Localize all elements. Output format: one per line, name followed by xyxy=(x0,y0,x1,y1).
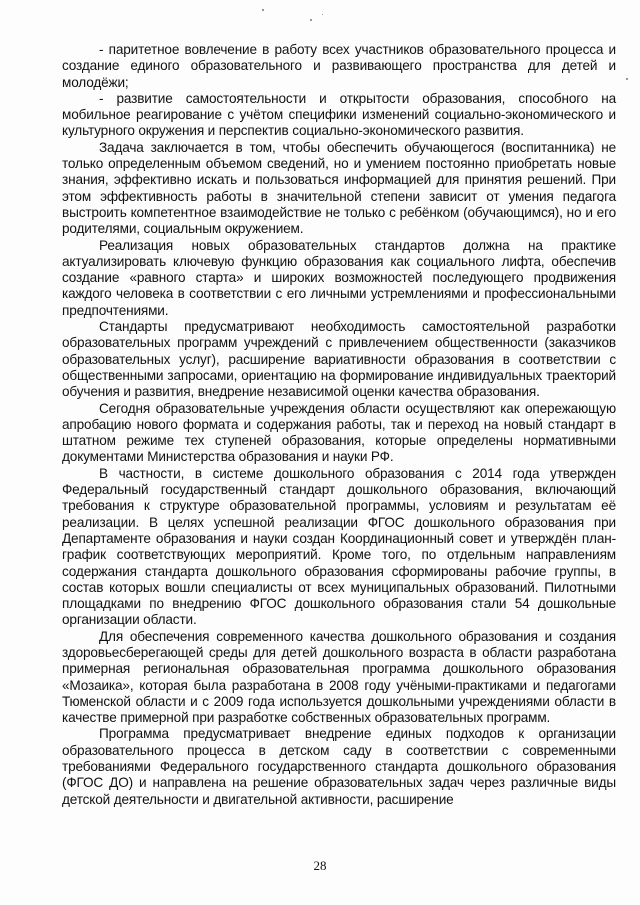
scan-speck xyxy=(310,19,312,21)
scan-speck xyxy=(322,14,323,15)
paragraph: Сегодня образовательные учреждения области осуществляют как опережающую апробацию нового формата и содержания работы, так и переход на новый стандарт в штатном режиме тех ступеней образования, которые определены нормативными документами Министерства образования и науки РФ. xyxy=(62,400,616,465)
scan-speck xyxy=(626,78,628,80)
paragraph: Стандарты предусматривают необходимость самостоятельной разработки образовательных программ учреждений с привлечением общественности (заказчиков образовательных услуг), расширение вариативности образования в соответствии с общественными запросами, ориентацию на формирование индивидуальных траекторий обучения и развития, внедрение независимой оценки качества образования. xyxy=(62,319,616,400)
paragraph: Для обеспечения современного качества дошкольного образования и создания здоровьесберегающей среды для детей дошкольного возраста в области разработана примерная региональная образовательная программа дошкольного образования «Мозаика», которая была разработана в 2008 году учёными-практиками и педагогами Тюменской области и с 2009 года используется дошкольными учреждениями области в качестве примерной при разработке собственных образовательных программ. xyxy=(62,628,616,726)
page-number: 28 xyxy=(313,858,327,873)
paragraph: - развитие самостоятельности и открытости образования, способного на мобильное реагирование с учётом специфики изменений социально-экономического и культурного окружения и перспектив социально-экономического развития. xyxy=(62,90,616,139)
paragraph: Задача заключается в том, чтобы обеспечить обучающегося (воспитанника) не только определенным объемом сведений, но и умением постоянно приобретать новые знания, эффективно искать и пользоваться информацией для принятия решений. При этом эффективность работы в значительной степени зависит от умения педагога выстроить компетентное взаимодействие не только с ребёнком (обучающимся), но и его родителями, социальным окружением. xyxy=(62,139,616,237)
document-body xyxy=(62,42,616,808)
paragraph: В частности, в системе дошкольного образования с 2014 года утвержден Федеральный государственный стандарт дошкольного образования, включающий требования к структуре образовательной программы, условиям и результатам её реализации. В целях успешной реализации ФГОС дошкольного образования при Департаменте образования и науки создан Координационный совет и утверждён план-график соответствующих мероприятий. Кроме того, по отдельным направлениям содержания стандарта дошкольного образования сформированы рабочие группы, в состав которых вошли специалисты от всех муниципальных образований. Пилотными площадками по внедрению ФГОС дошкольного образования стали 54 дошкольные организации области. xyxy=(62,465,616,628)
scan-speck xyxy=(262,9,264,11)
paragraph: Реализация новых образовательных стандартов должна на практике актуализировать ключевую функцию образования как социального лифта, обеспечив создание «равного старта» и широких возможностей последующего продвижения каждого человека в соответствии с его личными устремлениями и профессиональными предпочтениями. xyxy=(62,237,616,318)
paragraph: - паритетное вовлечение в работу всех участников образовательного процесса и создание единого образовательного и развивающего пространства для детей и молодёжи; xyxy=(62,42,616,90)
paragraph: Программа предусматривает внедрение единых подходов к организации образовательного процесса в детском саду в соответствии с современными требованиями Федерального государственного стандарта дошкольного образования (ФГОС ДО) и направлена на решение образовательных задач через различные виды детской деятельности и двигательной активности, расширение xyxy=(62,726,616,807)
